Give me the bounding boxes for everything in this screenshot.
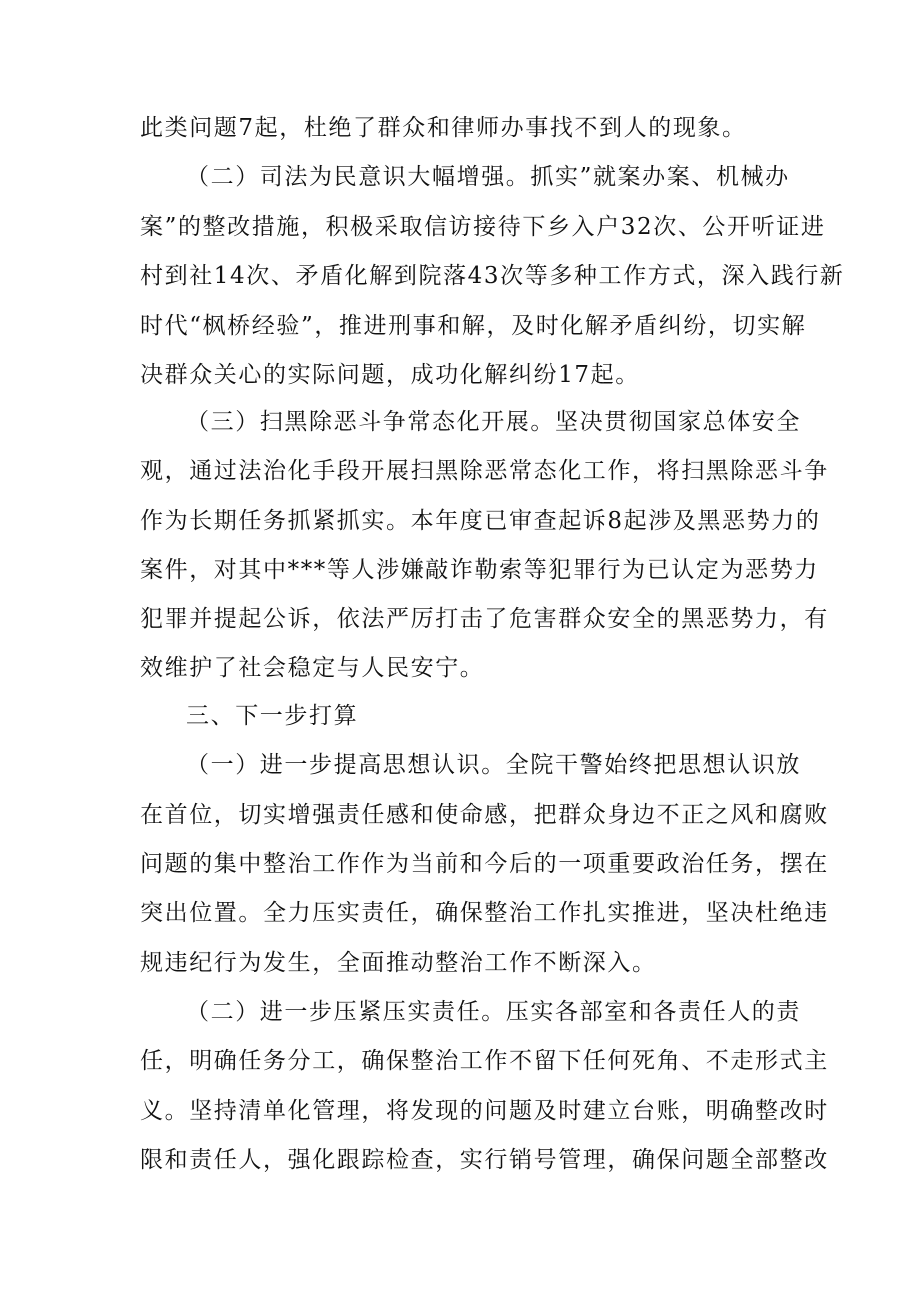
text-line-1: 此类问题7起，杜绝了群众和律师办事找不到人的现象。 <box>140 115 747 141</box>
text-line-6: 决群众关心的实际问题，成功化解纠纷17起。 <box>140 362 640 388</box>
text-line-18: 规违纪行为发生，全面推动整治工作不断深入。 <box>140 950 657 976</box>
text-line-12: 效维护了社会稳定与人民安宁。 <box>140 655 485 681</box>
section-heading: 三、下一步打算 <box>186 703 359 729</box>
text-line-15: 在首位，切实增强责任感和使命感，把群众身边不正之风和腐败 <box>140 802 829 828</box>
text-line-11: 犯罪并提起公诉，依法严厉打击了危害群众安全的黑恶势力，有 <box>140 606 829 632</box>
text-line-16: 问题的集中整治工作作为当前和今后的一项重要政治任务，摆在 <box>140 851 829 877</box>
text-line-20: 任，明确任务分工，确保整治工作不留下任何死角、不走形式主 <box>140 1048 829 1074</box>
text-line-2: （二）司法为民意识大幅增强。抓实”就案办案、机械办 <box>186 164 790 190</box>
text-line-7: （三）扫黑除恶斗争常态化开展。坚决贯彻国家总体安全 <box>186 409 801 435</box>
text-line-21: 义。坚持清单化管理，将发现的问题及时建立台账，明确整改时 <box>140 1098 829 1124</box>
text-line-3: 案”的整改措施，积极采取信访接待下乡入户32次、公开听证进 <box>140 214 826 240</box>
text-line-4: 村到社14次、矛盾化解到院落43次等多种工作方式，深入践行新 <box>140 263 845 289</box>
text-line-9: 作为长期任务抓紧抓实。本年度已审查起诉8起涉及黑恶势力的 <box>140 508 821 534</box>
text-line-17: 突出位置。全力压实责任，确保整治工作扎实推进，坚决杜绝违 <box>140 900 829 926</box>
text-line-19: （二）进一步压紧压实责任。压实各部室和各责任人的责 <box>186 999 801 1025</box>
text-line-5: 时代“枫桥经验”，推进刑事和解，及时化解矛盾纠纷，切实解 <box>140 313 807 339</box>
text-line-22: 限和责任人，强化跟踪检查，实行销号管理，确保问题全部整改 <box>140 1147 829 1173</box>
text-line-14: （一）进一步提高思想认识。全院干警始终把思想认识放 <box>186 752 801 778</box>
text-line-10: 案件，对其中***等人涉嫌敲诈勒索等犯罪行为已认定为恶势力 <box>140 557 819 583</box>
text-line-8: 观，通过法治化手段开展扫黑除恶常态化工作，将扫黑除恶斗争 <box>140 458 829 484</box>
